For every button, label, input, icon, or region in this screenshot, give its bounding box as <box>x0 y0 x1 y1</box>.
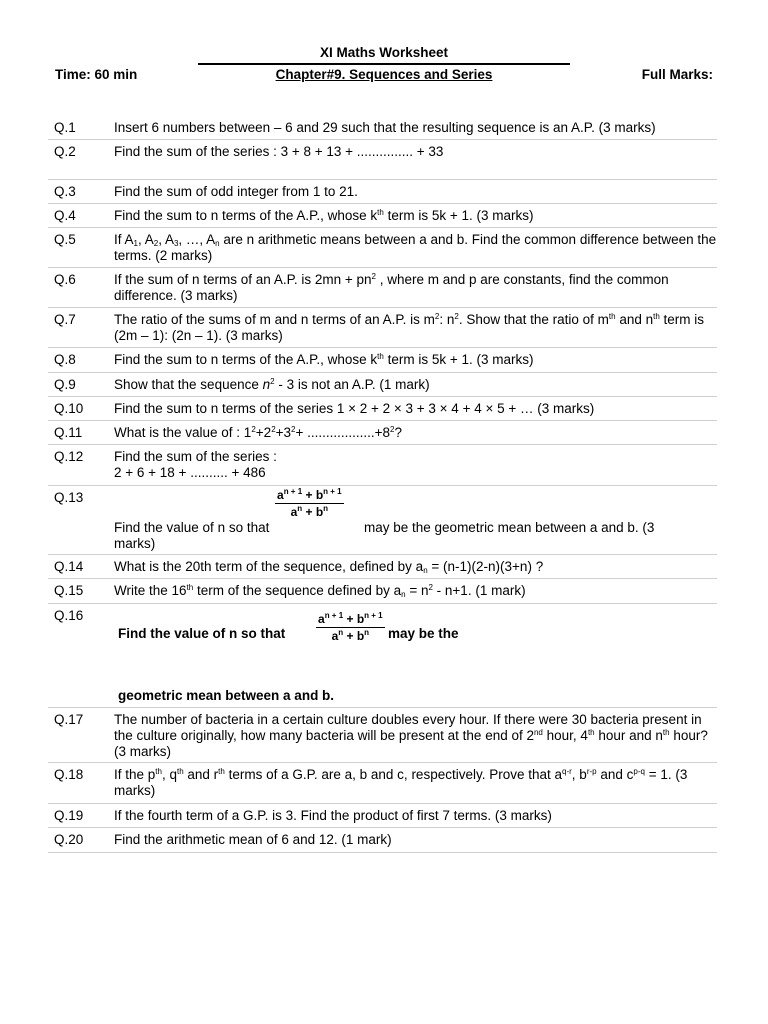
question-number: Q.8 <box>54 352 76 367</box>
question-text: Find the sum of the series : 3 + 8 + 13 + ............... + 33 <box>114 144 444 159</box>
question-text: If the sum of n terms of an A.P. is $2mn + pn^2$ , where m and p are constants, find the common difference. (3 marks) <box>114 272 669 303</box>
title-underline <box>198 63 570 65</box>
question-number: Q.13 <box>54 490 84 505</box>
question-row <box>48 555 717 579</box>
question-number: Q.15 <box>54 583 84 598</box>
fraction-formula: $a^{n + 1} + b^{n + 1}$ $a^n + b^n$ <box>277 487 342 519</box>
question-row <box>48 421 717 445</box>
question-row <box>48 268 717 308</box>
question-text: Find the value of n so that <box>118 626 286 641</box>
question-text: If the $p^{th}$, $q^{th}$ and $r^{th}$ terms of a G.P. are a, b and c, respectively. Prove that $a^{q-r}$, $b^{r-p}$ and $c^{p-q} = 1$. (3 marks) <box>114 767 688 798</box>
question-number: Q.4 <box>54 208 76 223</box>
question-number: Q.18 <box>54 767 84 782</box>
question-text: geometric mean between a and b. <box>118 688 335 703</box>
question-text: What is the value of : $1^2+2^2+3^2+ ..................+8^2$? <box>114 425 403 440</box>
question-row <box>48 140 717 180</box>
question-number: Q.16 <box>54 608 84 623</box>
time-label: Time: 60 min <box>55 67 138 82</box>
question-number: Q.19 <box>54 808 84 823</box>
question-text: Find the sum to n terms of the series 1 × 2 + 2 × 3 + 3 × 4 + 4 × 5 + … (3 marks) <box>114 401 595 416</box>
question-row <box>48 308 717 348</box>
question-text: Find the sum of odd integer from 1 to 21. <box>114 184 358 199</box>
question-text: The number of bacteria in a certain culture doubles every hour. If there were 30 bacteria present in the culture originally, how many bacteria will be present at the end of 2nd hour, 4th hour and $n^{th}$ hour? (3 marks) <box>114 712 708 759</box>
question-row <box>48 397 717 421</box>
question-text: Insert 6 numbers between – 6 and 29 such that the resulting sequence is an A.P. (3 marks) <box>114 120 656 135</box>
question-text: Find the sum to n terms of the A.P., whose $k^{th}$ term is 5k + 1. (3 marks) <box>114 352 534 367</box>
question-row <box>48 116 717 140</box>
question-text: What is the 20th term of the sequence, defined by $a_n = (n-1)(2-n)(3+n)$ ? <box>114 559 544 575</box>
full-marks-label: Full Marks: <box>641 67 713 82</box>
question-text: Find the sum of the series : 2 + 6 + 18 + .......... + 486 <box>114 449 277 480</box>
question-row <box>48 180 717 204</box>
question-row <box>48 763 717 804</box>
question-number: Q.12 <box>54 449 84 464</box>
question-row <box>48 348 717 373</box>
question-row <box>48 445 717 486</box>
question-number: Q.11 <box>54 425 83 440</box>
fraction-formula: $a^{n + 1} + b^{n + 1}$ $a^n + b^n$ <box>318 611 383 643</box>
question-text: may be the geometric mean between a and b. (3 <box>364 520 655 535</box>
question-number: Q.1 <box>54 120 76 135</box>
question-number: Q.9 <box>54 377 76 392</box>
question-row <box>48 828 717 853</box>
question-number: Q.14 <box>54 559 84 574</box>
question-text: Write the 16th term of the sequence defined by $a_n = n^2 - n+1$. (1 mark) <box>114 583 526 599</box>
question-number: Q.6 <box>54 272 76 287</box>
question-number: Q.5 <box>54 232 76 247</box>
question-text: If the fourth term of a G.P. is 3. Find the product of first 7 terms. (3 marks) <box>114 808 552 823</box>
question-text: The ratio of the sums of m and n terms of an A.P. is $m^2$: $n^2$. Show that the ratio of $m^{th}$ and $n^{th}$ term is (2m – 1): (2n – 1). (3 marks) <box>114 312 705 343</box>
question-number: Q.3 <box>54 184 76 199</box>
question-row <box>48 486 717 555</box>
chapter-title: Chapter#9. Sequences and Series <box>275 67 493 82</box>
question-row <box>48 373 717 397</box>
question-text: Show that the sequence $n^2 - 3$ is not an A.P. (1 mark) <box>114 377 430 392</box>
question-row <box>48 708 717 763</box>
question-row <box>48 804 717 828</box>
question-row <box>48 579 717 604</box>
question-number: Q.2 <box>54 144 76 159</box>
question-text: Find the arithmetic mean of 6 and 12. (1 mark) <box>114 832 392 847</box>
question-number: Q.17 <box>54 712 84 727</box>
question-row <box>48 204 717 228</box>
question-row <box>48 228 717 268</box>
question-text: If $A_1$, $A_2$, $A_3$, …, $A_n$ are n arithmetic means between a and b. Find the common difference between the terms. (2 marks) <box>114 232 717 263</box>
question-text: Find the sum to n terms of the A.P., whose $k^{th}$ term is 5k + 1. (3 marks) <box>114 208 534 223</box>
question-row <box>48 604 717 708</box>
question-number: Q.20 <box>54 832 84 847</box>
question-text: Find the value of n so that <box>114 520 270 535</box>
question-number: Q.10 <box>54 401 84 416</box>
question-text: may be the <box>388 626 459 641</box>
question-number: Q.7 <box>54 312 76 327</box>
question-text: marks) <box>114 536 156 551</box>
worksheet-title: XI Maths Worksheet <box>319 45 449 60</box>
